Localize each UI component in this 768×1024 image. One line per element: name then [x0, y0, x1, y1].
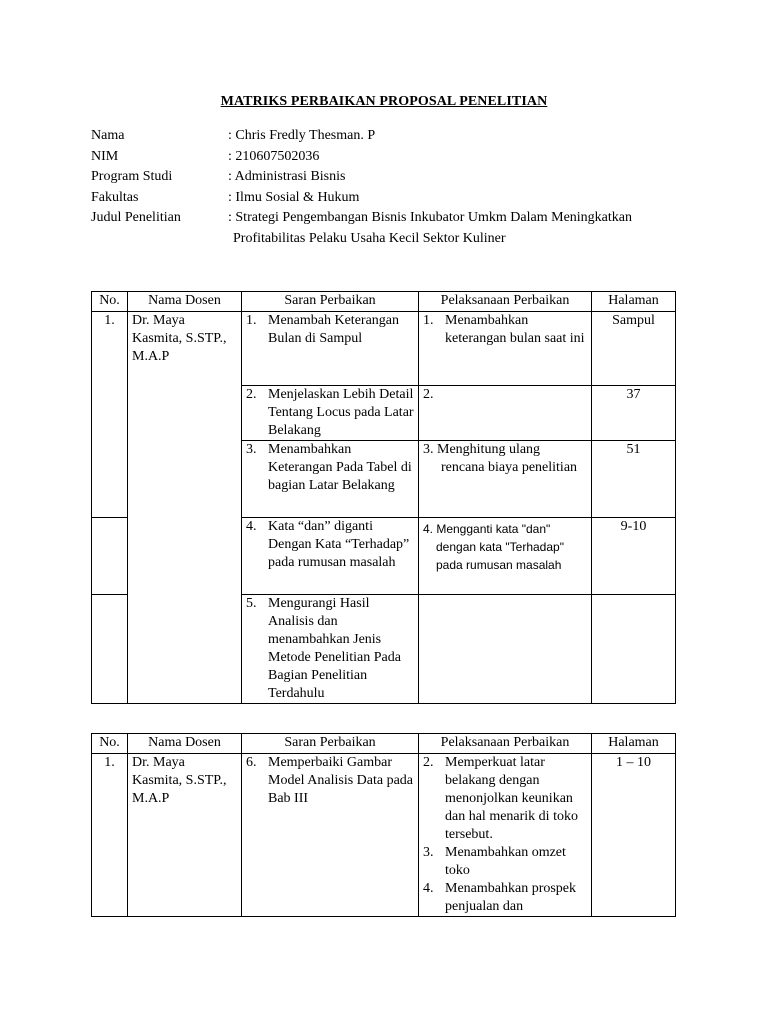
- saran-text: Menambah Keterangan Bulan di Sampul: [268, 313, 399, 346]
- row-number-empty: [92, 595, 128, 704]
- header-halaman: Halaman: [592, 292, 676, 312]
- saran-cell: [242, 312, 419, 386]
- student-info: [91, 126, 673, 249]
- info-row-program-studi: [91, 167, 673, 188]
- lecturer-name: Dr. Maya Kasmita, S.STP., M.A.P: [128, 312, 242, 704]
- info-row-nama: [91, 126, 673, 147]
- table-header-row: [92, 292, 676, 312]
- item-number: 4.: [246, 519, 257, 534]
- info-label: Program Studi: [91, 169, 173, 184]
- saran-text: Menambahkan Keterangan Pada Tabel di bagian Latar Belakang: [268, 442, 412, 493]
- halaman-cell: Sampul: [592, 312, 676, 386]
- halaman-cell: 51: [592, 441, 676, 518]
- item-number: 4.: [423, 881, 434, 896]
- header-saran: Saran Perbaikan: [242, 292, 419, 312]
- pelaksanaan-text: 4. Mengganti kata "dan": [423, 522, 551, 536]
- table-row: [92, 754, 676, 917]
- pelaksanaan-cell: [419, 441, 592, 518]
- info-label: NIM: [91, 148, 119, 164]
- saran-text: Menjelaskan Lebih Detail Tentang Locus pada Latar Belakang: [268, 387, 414, 438]
- header-halaman: Halaman: [592, 734, 676, 754]
- info-value: : Chris Fredly Thesman. P: [228, 128, 376, 143]
- info-value: : Ilmu Sosial & Hukum: [228, 189, 360, 205]
- saran-cell: [242, 386, 419, 441]
- saran-cell: [242, 441, 419, 518]
- info-row-judul: [91, 208, 673, 229]
- header-no: No.: [92, 734, 128, 754]
- row-number: 1.: [92, 312, 128, 518]
- saran-cell: [242, 754, 419, 917]
- header-pelaksanaan: Pelaksanaan Perbaikan: [419, 292, 592, 312]
- pelaksanaan-cell: [419, 386, 592, 441]
- item-number: 1.: [423, 313, 434, 328]
- saran-text: Kata “dan” diganti Dengan Kata “Terhadap” pada rumusan masalah: [268, 519, 410, 570]
- info-value: : 210607502036: [228, 148, 320, 164]
- info-label: Nama: [91, 128, 125, 143]
- halaman-cell: [592, 595, 676, 704]
- header-nama-dosen: Nama Dosen: [128, 292, 242, 312]
- header-pelaksanaan: Pelaksanaan Perbaikan: [419, 734, 592, 754]
- halaman-cell: 1 – 10: [592, 754, 676, 917]
- lecturer-name: Dr. Maya Kasmita, S.STP., M.A.P: [128, 754, 242, 917]
- saran-cell: [242, 595, 419, 704]
- pelaksanaan-cell: [419, 754, 592, 917]
- item-number: 2.: [423, 387, 434, 402]
- revision-table-2: [91, 733, 676, 917]
- document-title: MATRIKS PERBAIKAN PROPOSAL PENELITIAN: [220, 94, 548, 109]
- item-number: 1.: [246, 313, 257, 328]
- header-no: No.: [92, 292, 128, 312]
- saran-text: Mengurangi Hasil Analisis dan menambahkan Jenis Metode Penelitian Pada Bagian Penelitian Terdahulu: [268, 596, 401, 701]
- pelaksanaan-text: 3. Menghitung ulang: [423, 442, 541, 457]
- info-row-nim: [91, 147, 673, 168]
- info-value: : Administrasi Bisnis: [228, 169, 346, 184]
- pelaksanaan-text-continued: rencana biaya penelitian: [441, 460, 578, 475]
- revision-table-1: [91, 291, 676, 704]
- halaman-cell: 9-10: [592, 518, 676, 595]
- pelaksanaan-cell: [419, 595, 592, 704]
- item-number: 5.: [246, 596, 257, 611]
- pelaksanaan-text-continued: dengan kata "Terhadap" pada rumusan masalah: [436, 540, 564, 572]
- pelaksanaan-cell: [419, 518, 592, 595]
- pelaksanaan-text: Menambahkan keterangan bulan saat ini: [445, 313, 585, 346]
- item-number: 2.: [423, 755, 434, 770]
- info-value: : Strategi Pengembangan Bisnis Inkubator Umkm Dalam Meningkatkan: [228, 210, 632, 225]
- info-row-fakultas: [91, 188, 673, 209]
- halaman-cell: 37: [592, 386, 676, 441]
- table-row: [92, 312, 676, 386]
- info-value-continued: Profitabilitas Pelaku Usaha Kecil Sektor Kuliner: [233, 230, 506, 246]
- info-label: Judul Penelitian: [91, 210, 181, 225]
- pelaksanaan-text: Menambahkan prospek penjualan dan: [445, 881, 577, 914]
- saran-cell: [242, 518, 419, 595]
- item-number: 3.: [423, 845, 434, 860]
- item-number: 6.: [246, 755, 257, 770]
- info-row-judul-cont: [91, 229, 673, 250]
- pelaksanaan-text: Menambahkan omzet toko: [445, 845, 566, 878]
- saran-text: Memperbaiki Gambar Model Analisis Data pada Bab III: [268, 755, 414, 806]
- pelaksanaan-text: Memperkuat latar belakang dengan menonjolkan keunikan dan hal menarik di toko tersebut.: [445, 755, 578, 842]
- header-nama-dosen: Nama Dosen: [128, 734, 242, 754]
- pelaksanaan-cell: [419, 312, 592, 386]
- info-label: Fakultas: [91, 189, 139, 205]
- table-header-row: [92, 734, 676, 754]
- header-saran: Saran Perbaikan: [242, 734, 419, 754]
- item-number: 2.: [246, 387, 257, 402]
- row-number-empty: [92, 518, 128, 595]
- row-number: 1.: [92, 754, 128, 917]
- item-number: 3.: [246, 442, 257, 457]
